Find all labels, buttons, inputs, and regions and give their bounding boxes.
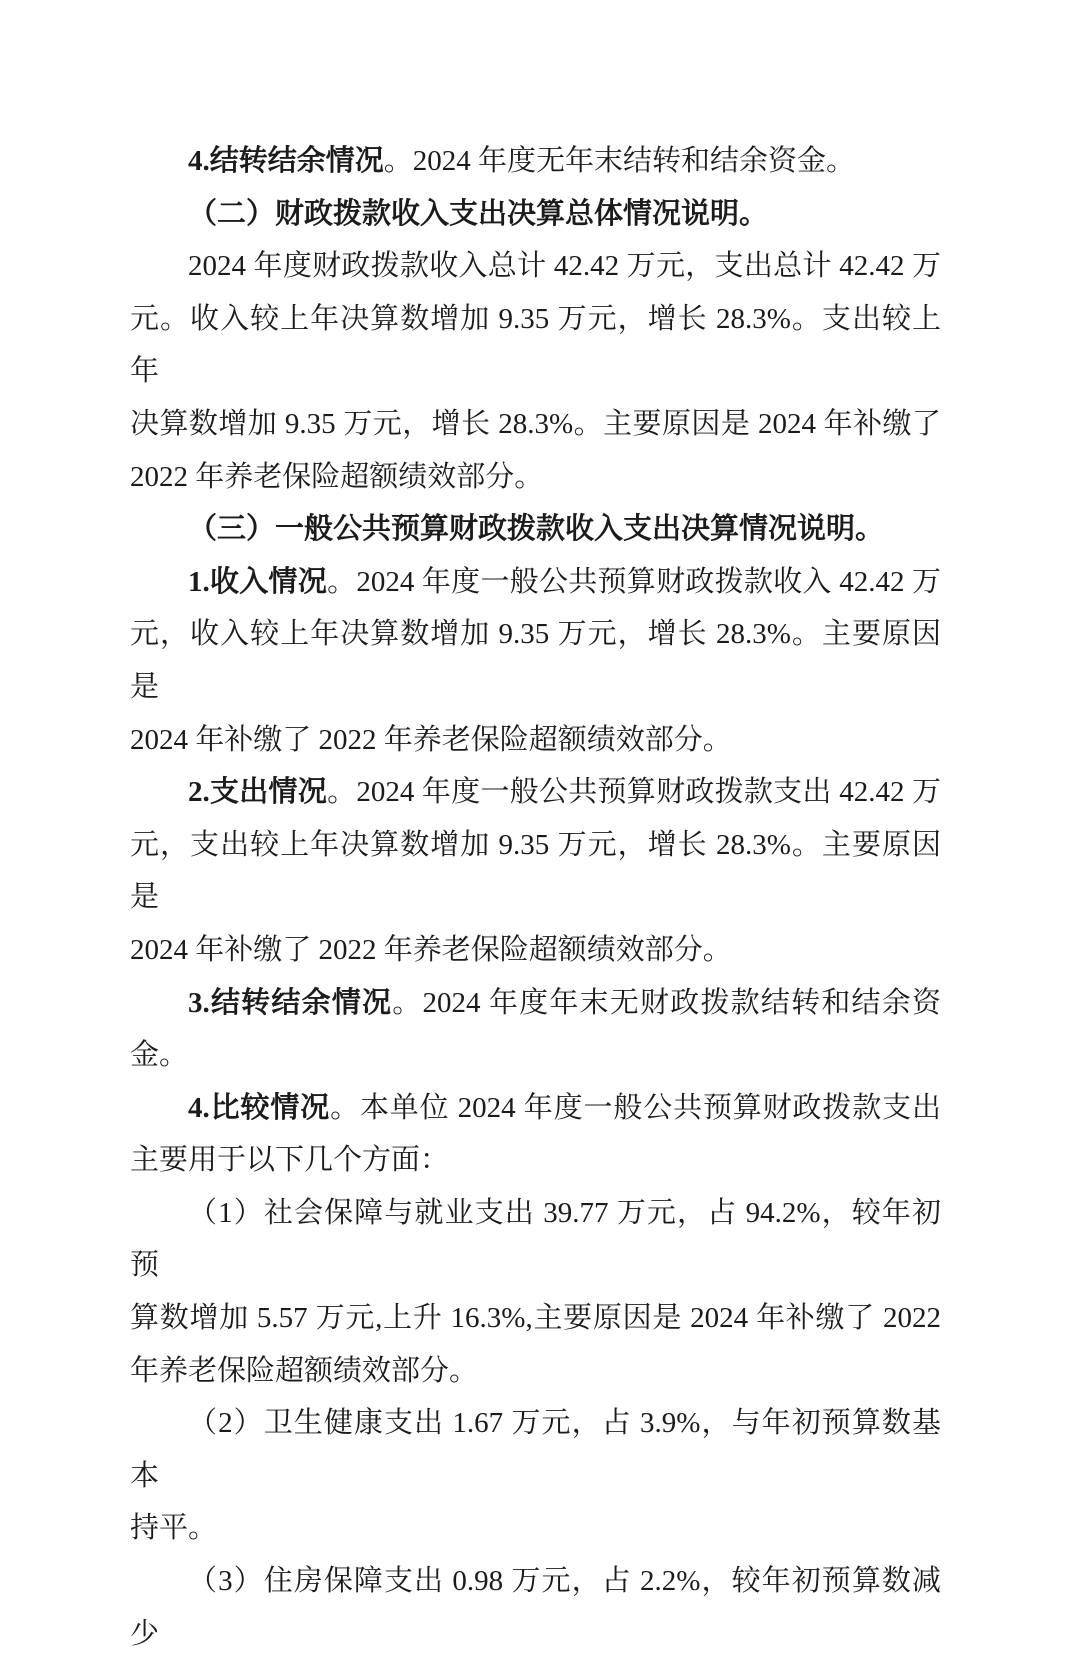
para-2-expenditure-status <box>130 766 941 976</box>
text-line <box>130 1134 941 1187</box>
text-run: 持平。 <box>130 1512 218 1545</box>
text-line <box>130 714 941 767</box>
text-line <box>130 556 941 609</box>
text-run: 年养老保险超额绩效部分。 <box>130 1354 479 1387</box>
text-run: 。2024 年度一般公共预算财政拨款收入 42.42 万 <box>327 565 941 598</box>
text-run: 2022 年养老保险超额绩效部分。 <box>130 460 544 493</box>
text-run-bold: （二）财政拨款收入支出决算总体情况说明。 <box>188 197 769 230</box>
text-run-bold: 4.结转结余情况 <box>188 145 384 177</box>
text-run: 金。 <box>130 1039 189 1072</box>
text-run: 2024 年补缴了 2022 年养老保险超额绩效部分。 <box>130 933 732 966</box>
heading-section-two <box>130 188 941 241</box>
text-run: 2024 年度财政拨款收入总计 42.42 万元，支出总计 42.42 万 <box>188 250 941 283</box>
text-run: 元，支出较上年决算数增加 9.35 万元，增长 28.3%。主要原因是 <box>130 828 941 914</box>
text-line <box>130 503 941 556</box>
text-line <box>130 135 941 188</box>
text-run: 算数增加 5.57 万元,上升 16.3%,主要原因是 2024 年补缴了 2022 <box>130 1302 941 1335</box>
text-line <box>130 188 941 241</box>
text-run: （3）住房保障支出 0.98 万元，占 2.2%，较年初预算数减少 <box>130 1565 941 1650</box>
text-run: 主要用于以下几个方面： <box>130 1144 450 1177</box>
text-run: 。本单位 2024 年度一般公共预算财政拨款支出 <box>330 1091 941 1124</box>
text-run: 2024 年补缴了 2022 年养老保险超额绩效部分。 <box>130 723 732 756</box>
para-item-3-housing <box>130 1555 941 1660</box>
text-run: 决算数增加 9.35 万元，增长 28.3%。主要原因是 2024 年补缴了 <box>130 407 941 440</box>
text-line <box>130 293 941 398</box>
text-run: 元，收入较上年决算数增加 9.35 万元，增长 28.3%。主要原因是 <box>130 618 941 703</box>
text-line <box>130 819 941 924</box>
text-line <box>130 1397 941 1502</box>
text-line <box>130 924 941 977</box>
text-run-bold: 4.比较情况 <box>188 1091 331 1124</box>
text-line <box>130 1082 941 1135</box>
text-run: （1）社会保障与就业支出 39.77 万元，占 94.2%，较年初预 <box>130 1196 941 1282</box>
para-1-income-status <box>130 556 941 766</box>
text-line <box>130 1555 941 1660</box>
text-line <box>130 451 941 504</box>
text-line <box>130 977 941 1030</box>
text-line <box>130 1502 941 1555</box>
para-fiscal-appropriation-overview <box>130 240 941 503</box>
text-line <box>130 608 941 713</box>
text-run: 。2024 年度年末无财政拨款结转和结余资 <box>392 986 941 1019</box>
text-run-bold: 3.结转结余情况 <box>188 986 393 1019</box>
text-run: （2）卫生健康支出 1.67 万元，占 3.9%，与年初预算数基本 <box>130 1407 941 1492</box>
para-item-1-social-security <box>130 1187 941 1397</box>
text-run: 元。收入较上年决算数增加 9.35 万元，增长 28.3%。支出较上年 <box>130 302 941 388</box>
para-3-carryover-status <box>130 977 941 1082</box>
text-line <box>130 1345 941 1398</box>
text-run-bold: 2.支出情况 <box>188 776 328 809</box>
text-line <box>130 1187 941 1292</box>
text-line <box>130 1029 941 1082</box>
text-line <box>130 240 941 293</box>
text-line <box>130 398 941 451</box>
text-run-bold: 1.收入情况 <box>188 565 328 598</box>
text-run: 。2024 年度无年末结转和结余资金。 <box>383 145 856 177</box>
text-run-bold: （三）一般公共预算财政拨款收入支出决算情况说明。 <box>188 513 885 546</box>
para-4-carryover-status <box>130 135 941 188</box>
text-run: 。2024 年度一般公共预算财政拨款支出 42.42 万 <box>327 776 941 809</box>
text-line <box>130 1292 941 1345</box>
para-item-2-health <box>130 1397 941 1555</box>
text-line <box>130 766 941 819</box>
heading-section-three <box>130 503 941 556</box>
para-4-comparison-status <box>130 1082 941 1187</box>
